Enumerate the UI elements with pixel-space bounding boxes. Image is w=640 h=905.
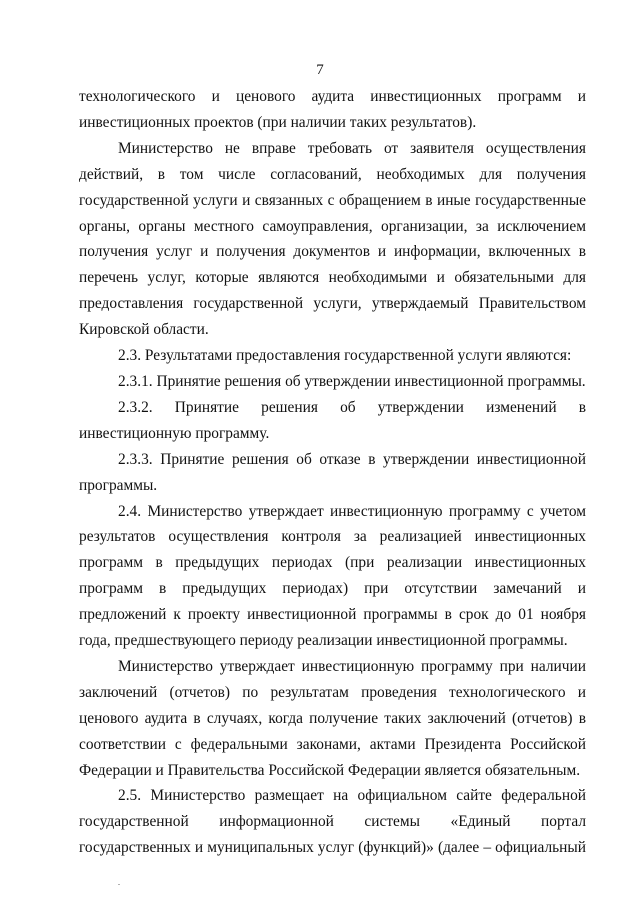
paragraph-2-3-results: 2.3. Результатами предоставления государственной услуги являются: — [118, 347, 572, 365]
scan-speck — [118, 884, 120, 885]
paragraph-2-4: 2.4. Министерство утверждает инвестиционную программу с учетом результатов осуществления контроля за реализацией инвестиционных программ в предыдущих периодах (при реализации инвестиционных программ в предыдущих периодах) при отсутствии замечаний и предложений к проекту инвестиционной программы в срок до 01 ноября года, предшествующего периоду реализации инвестиционной программы. — [79, 502, 586, 650]
paragraph-2-3-3: 2.3.3. Принятие решения об отказе в утверждении инвестиционной программы. — [79, 450, 586, 494]
paragraph-audit-continuation: технологического и ценового аудита инвестиционных программ и инвестиционных проектов (при наличии таких результатов). — [79, 88, 586, 131]
paragraph-2-3-1: 2.3.1. Принятие решения об утверждении инвестиционной программы. — [118, 372, 586, 390]
paragraph-ministry-approval: Министерство утверждает инвестиционную программу при наличии заключений (отчетов) по результатам проведения технологического и ценового аудита в случаях, когда получение таких заключений (отчетов) в соответствии с федеральными законами, актами Президента Российской Федерации и Правительства Российской Федерации является обязательным. — [79, 657, 586, 779]
document-body — [79, 84, 586, 861]
page-number: 7 — [316, 62, 324, 78]
paragraph-ministry-restrictions: Министерство не вправе требовать от заявителя осуществления действий, в том числе согласований, необходимых для получения государственной услуги и связанных с обращением в иные государственные органы, органы местного самоуправления, организации, за исключением получения услуг и получения документов и информации, включенных в перечень услуг, которые являются необходимыми и обязательными для предоставления государственной услуги, утверждаемый Правительством Кировской области. — [79, 139, 586, 339]
paragraph-2-5: 2.5. Министерство размещает на официальном сайте федеральной государственной информационной системы «Единый портал государственных и муниципальных услуг (функций)» (далее – официальный — [79, 787, 586, 857]
paragraph-2-3-2: 2.3.2. Принятие решения об утверждении изменений в инвестиционную программу. — [79, 398, 586, 442]
